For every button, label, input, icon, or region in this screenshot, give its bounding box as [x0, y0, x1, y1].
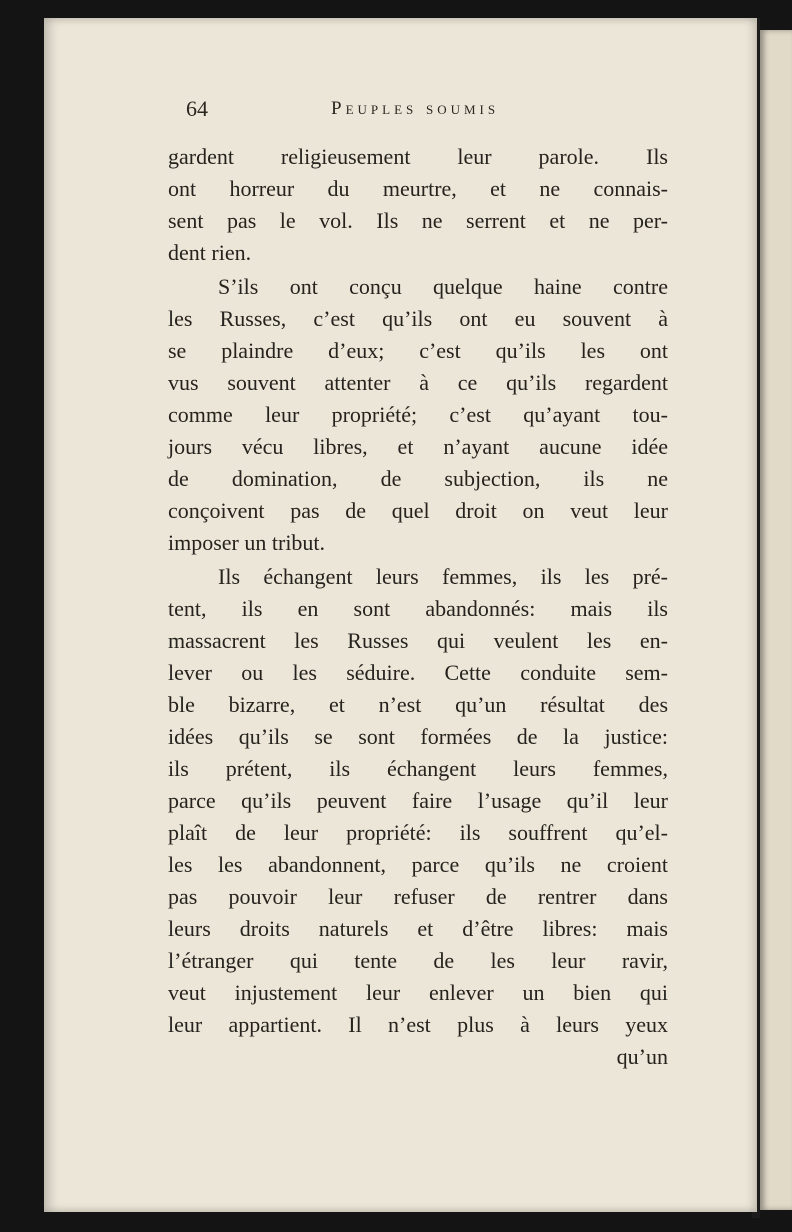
page-body	[168, 142, 668, 1082]
text-line: ils prétent, ils échangent leurs femmes,	[168, 756, 668, 781]
text-line: tent, ils en sont abandonnés: mais ils	[168, 596, 668, 621]
catchword: qu’un	[616, 1044, 668, 1069]
text-line: comme leur propriété; c’est qu’ayant tou-	[168, 402, 668, 427]
text-line: conçoivent pas de quel droit on veut leur	[168, 498, 668, 523]
text-line: leur appartient. Il n’est plus à leurs yeux	[168, 1012, 668, 1037]
text-line: l’étranger qui tente de les leur ravir,	[168, 948, 668, 973]
text-line: jours vécu libres, et n’ayant aucune idée	[168, 434, 668, 459]
text-line: lever ou les séduire. Cette conduite sem-	[168, 660, 668, 685]
page-header	[186, 96, 672, 126]
running-head: Peuples soumis	[331, 98, 500, 119]
text-line: dent rien.	[168, 240, 252, 265]
text-line: Ils échangent leurs femmes, ils les pré-	[218, 564, 668, 589]
page-number: 64	[186, 96, 208, 121]
text-line: imposer un tribut.	[168, 530, 326, 555]
text-line: gardent religieusement leur parole. Ils	[168, 144, 668, 169]
text-line: de domination, de subjection, ils ne	[168, 466, 668, 491]
text-line: se plaindre d’eux; c’est qu’ils les ont	[168, 338, 668, 363]
text-line: les Russes, c’est qu’ils ont eu souvent à	[168, 306, 668, 331]
text-line: leurs droits naturels et d’être libres: mais	[168, 916, 668, 941]
text-line: veut injustement leur enlever un bien qui	[168, 980, 668, 1005]
text-line: les les abandonnent, parce qu’ils ne croient	[168, 852, 668, 877]
text-line: ble bizarre, et n’est qu’un résultat des	[168, 692, 668, 717]
text-line: massacrent les Russes qui veulent les en-	[168, 628, 668, 653]
text-line: idées qu’ils se sont formées de la justice:	[168, 724, 668, 749]
text-line: S’ils ont conçu quelque haine contre	[218, 274, 668, 299]
text-line: plaît de leur propriété: ils souffrent qu’el-	[168, 820, 668, 845]
text-line: pas pouvoir leur refuser de rentrer dans	[168, 884, 668, 909]
facing-page-edge	[760, 30, 792, 1210]
text-line: parce qu’ils peuvent faire l’usage qu’il leur	[168, 788, 668, 813]
text-line: ont horreur du meurtre, et ne connais-	[168, 176, 668, 201]
text-line: vus souvent attenter à ce qu’ils regardent	[168, 370, 668, 395]
text-line: sent pas le vol. Ils ne serrent et ne per-	[168, 208, 668, 233]
